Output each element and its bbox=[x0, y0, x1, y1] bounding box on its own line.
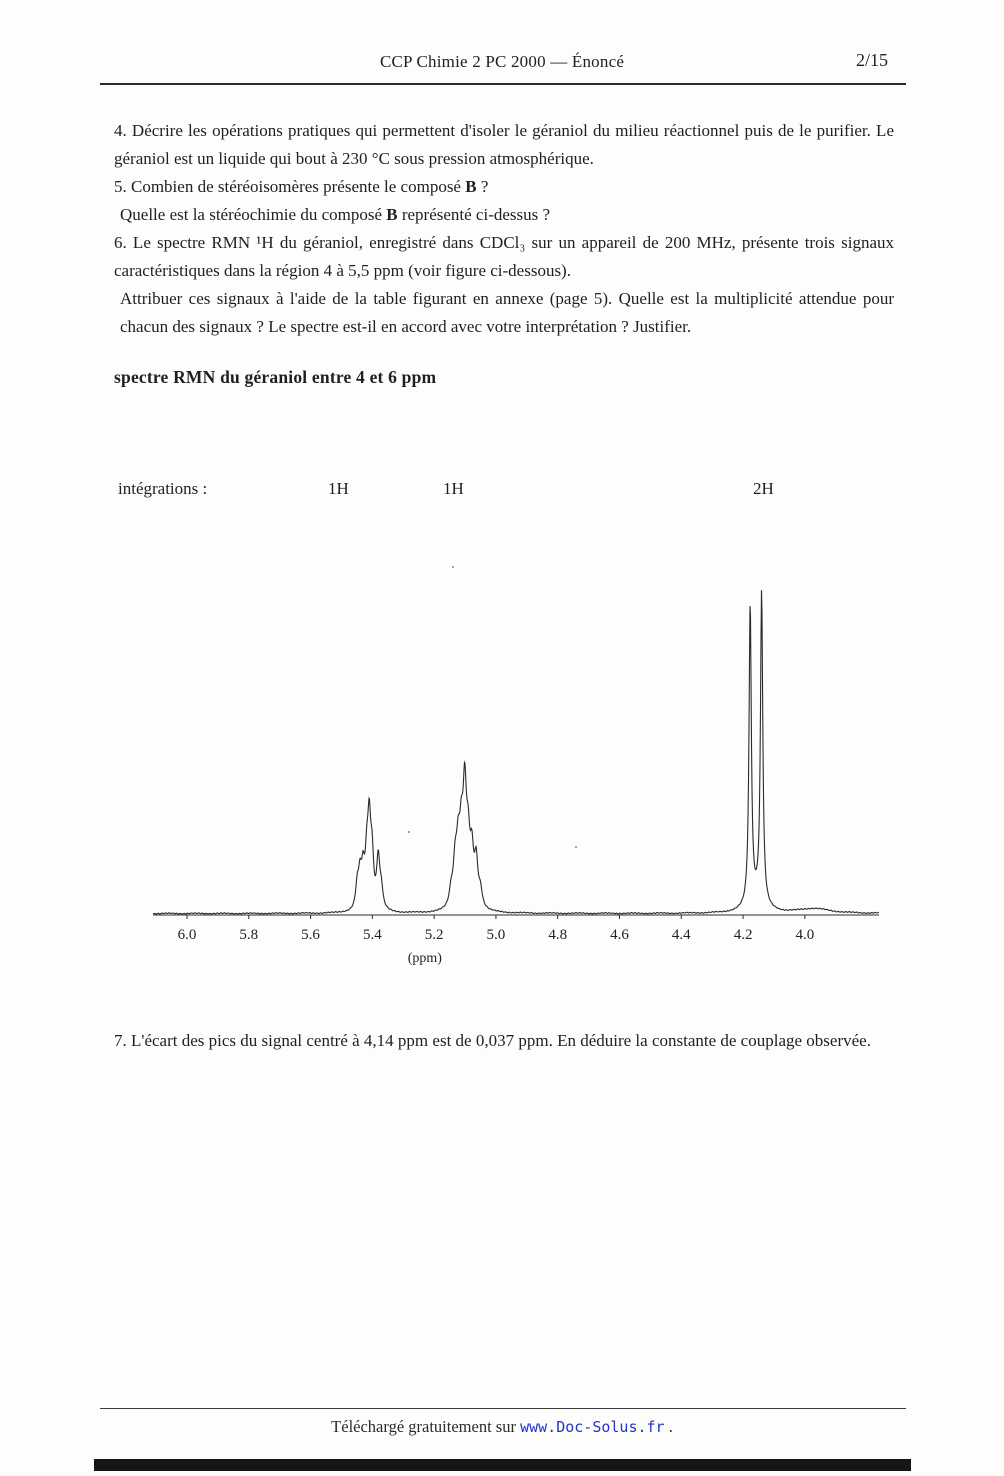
integrations-row bbox=[0, 479, 1004, 507]
question-6-par2: Attribuer ces signaux à l'aide de la table figurant en annexe (page 5). Quelle est la multiplicité attendue pour chacun des signaux ? Le spectre est-il en accord avec votre interprétation ? Justifier. bbox=[120, 289, 894, 336]
question-5-line2 bbox=[114, 201, 894, 229]
question-6-par1: 6. Le spectre RMN ¹H du géraniol, enregistré dans CDCl₃ sur un appareil de 200 MHz, présente trois signaux caractéristiques dans la région 4 à 5,5 ppm (voir figure ci-dessous). bbox=[114, 233, 894, 280]
figure-heading: spectre RMN du géraniol entre 4 et 6 ppm bbox=[114, 367, 437, 387]
integrations-label: intégrations : bbox=[118, 479, 208, 498]
footer-punct: . bbox=[664, 1417, 673, 1436]
question-5-punct: ? bbox=[476, 177, 489, 196]
x-axis-tick-label: 5.6 bbox=[301, 927, 320, 943]
scan-speck bbox=[408, 831, 410, 833]
x-axis-tick-label: 5.4 bbox=[362, 927, 382, 943]
footer-rule bbox=[100, 1408, 906, 1409]
question-4: 4. Décrire les opérations pratiques qui permettent d'isoler le géraniol du milieu réactionnel puis de le purifier. Le géraniol est un liquide qui bout à 230 °C sous pression atmosphérique. bbox=[114, 121, 894, 168]
integration-value-1: 1H bbox=[328, 479, 349, 498]
page-number: 2/15 bbox=[855, 50, 888, 70]
page-bottom-edge bbox=[94, 1459, 911, 1471]
x-axis-title: (ppm) bbox=[407, 951, 442, 966]
nmr-figure bbox=[148, 574, 888, 966]
header-rule bbox=[100, 83, 906, 85]
x-axis-tick-label: 5.8 bbox=[239, 927, 259, 943]
footer-text: Téléchargé gratuitement sur bbox=[331, 1417, 521, 1436]
question-5-line1 bbox=[114, 173, 894, 201]
scan-speck bbox=[575, 846, 577, 848]
x-axis-tick-label: 4.0 bbox=[795, 927, 815, 943]
integration-value-2: 1H bbox=[443, 479, 464, 498]
compound-b-label: B bbox=[465, 177, 477, 196]
x-axis-tick-label: 4.8 bbox=[548, 927, 568, 943]
x-axis-tick-label: 5.0 bbox=[486, 927, 506, 943]
nmr-spectrum bbox=[148, 574, 888, 966]
integration-value-3: 2H bbox=[753, 479, 774, 498]
question-5b-text: Quelle est la stéréochimie du composé bbox=[120, 205, 387, 224]
compound-b-label: B bbox=[386, 205, 398, 224]
x-axis-tick-label: 4.6 bbox=[610, 927, 629, 943]
scan-speck bbox=[452, 566, 454, 568]
x-axis-tick-label: 4.4 bbox=[671, 927, 691, 943]
footer bbox=[0, 1417, 1004, 1437]
question-5b-punct: représenté ci-dessus ? bbox=[397, 205, 551, 224]
question-5-text: 5. Combien de stéréoisomères présente le composé bbox=[114, 177, 466, 196]
x-axis-tick-label: 5.2 bbox=[424, 927, 444, 943]
x-axis-tick-label: 4.2 bbox=[733, 927, 753, 943]
x-axis-tick-label: 6.0 bbox=[177, 927, 197, 943]
nmr-trace bbox=[153, 590, 879, 914]
doc-solus-link[interactable]: www.Doc-Solus.fr bbox=[520, 1418, 665, 1436]
question-block bbox=[114, 117, 894, 341]
page-header-title: CCP Chimie 2 PC 2000 — Énoncé bbox=[379, 52, 625, 71]
question-7: 7. L'écart des pics du signal centré à 4,14 ppm est de 0,037 ppm. En déduire la constante de couplage observée. bbox=[114, 1031, 871, 1050]
